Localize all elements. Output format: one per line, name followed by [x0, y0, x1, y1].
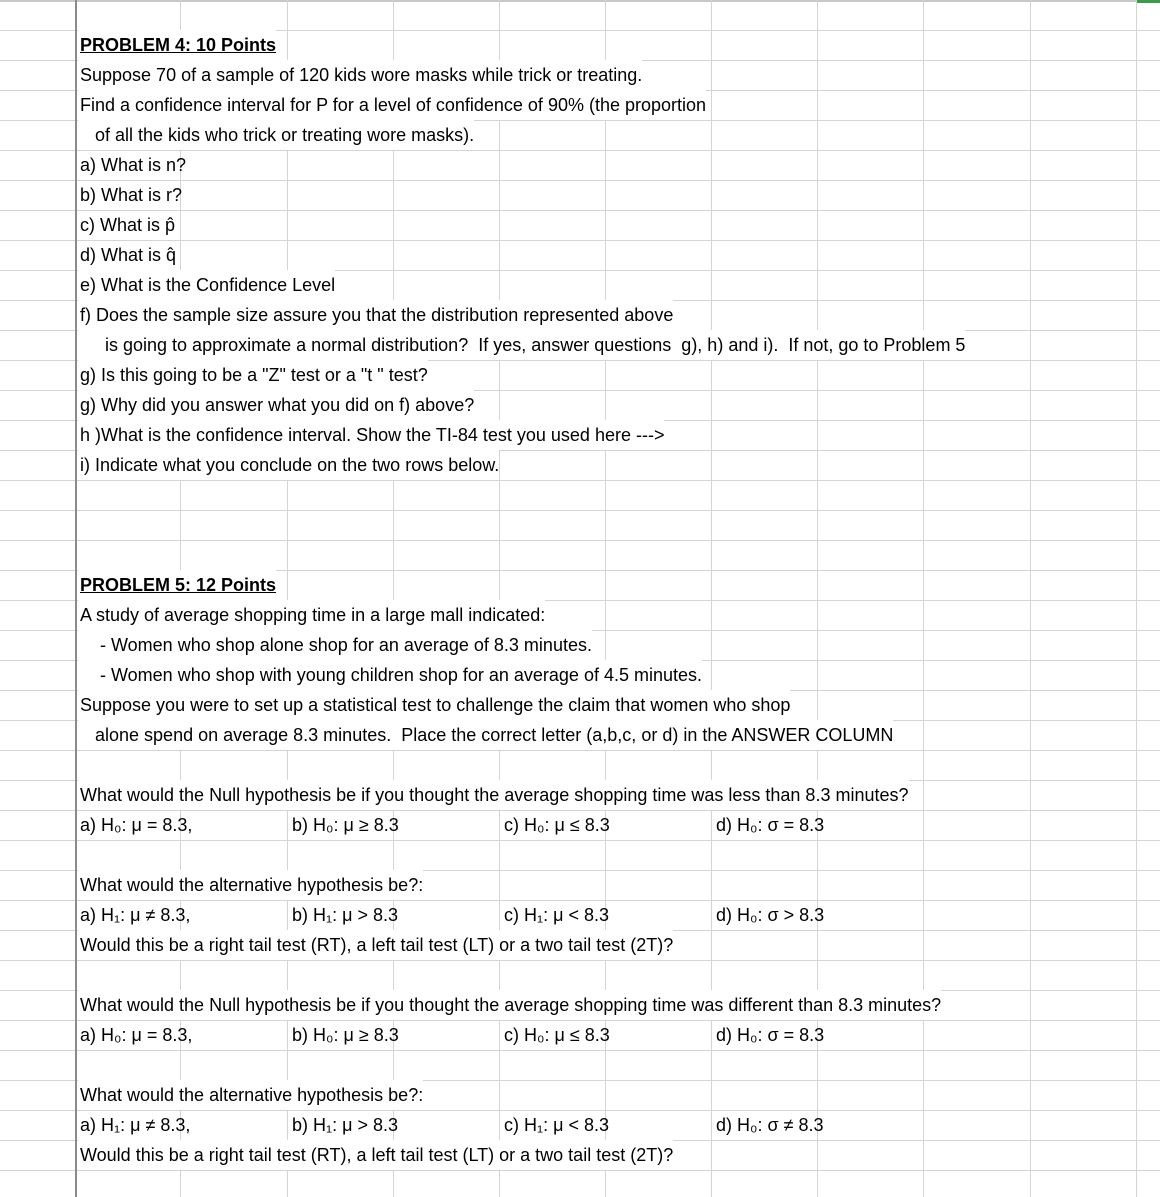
q1-option-c: c) H₀: μ ≤ 8.3 [504, 815, 610, 835]
problem4-line: Find a confidence interval for P for a level of confidence of 90% (the proportion [78, 90, 706, 120]
problem4-question-g2: g) Why did you answer what you did on f) above? [78, 390, 474, 420]
problem4-question-g: g) Is this going to be a "Z" test or a "t " test? [78, 360, 428, 390]
problem4-question-f-cont: is going to approximate a normal distribution? If yes, answer questions g), h) and i). If not, go to Problem 5 [78, 330, 965, 360]
problem5-intro: alone spend on average 8.3 minutes. Place the correct letter (a,b,c, or d) in the ANSWER COLUMN [78, 720, 893, 750]
q2-option-b: b) H₁: μ > 8.3 [292, 905, 398, 925]
q2-option-c: c) H₁: μ < 8.3 [504, 905, 609, 925]
problem4-question-h: h )What is the confidence interval. Show the TI-84 test you used here ---> [78, 420, 664, 450]
q1-question: What would the Null hypothesis be if you thought the average shopping time was less than 8.3 minutes? [78, 780, 909, 810]
q1-option-d: d) H₀: σ = 8.3 [716, 815, 825, 835]
problem5-title: PROBLEM 5: 12 Points [78, 570, 276, 600]
q3-option-c: c) H₀: μ ≤ 8.3 [504, 1025, 610, 1045]
q1-option-b: b) H₀: μ ≥ 8.3 [292, 815, 399, 835]
problem4-line: of all the kids who trick or treating wore masks). [78, 120, 474, 150]
q4-tail-question: Would this be a right tail test (RT), a left tail test (LT) or a two tail test (2T)? [78, 1140, 673, 1170]
problem5-intro: - Women who shop with young children shop for an average of 4.5 minutes. [78, 660, 702, 690]
column-divider [1030, 0, 1031, 1197]
q3-question: What would the Null hypothesis be if you thought the average shopping time was different than 8.3 minutes? [78, 990, 941, 1020]
top-border [0, 0, 1160, 2]
q3-option-b: b) H₀: μ ≥ 8.3 [292, 1025, 399, 1045]
selection-marker [1136, 0, 1160, 3]
problem4-question-f: f) Does the sample size assure you that the distribution represented above [78, 300, 673, 330]
q4-option-d: d) H₀: σ ≠ 8.3 [716, 1115, 824, 1135]
problem5-intro: - Women who shop alone shop for an average of 8.3 minutes. [78, 630, 592, 660]
q4-option-b: b) H₁: μ > 8.3 [292, 1115, 398, 1135]
problem5-intro: A study of average shopping time in a large mall indicated: [78, 600, 545, 630]
q2-option-d: d) H₀: σ > 8.3 [716, 905, 825, 925]
problem4-question-a: a) What is n? [80, 155, 187, 175]
problem4-question-e: e) What is the Confidence Level [78, 270, 335, 300]
column-divider-answer [75, 0, 77, 1197]
problem4-question-c: c) What is p̂ [80, 215, 176, 235]
q4-question: What would the alternative hypothesis be?: [78, 1080, 423, 1110]
q4-option-c: c) H₁: μ < 8.3 [504, 1115, 609, 1135]
q2-option-a: a) H₁: μ ≠ 8.3, [80, 905, 191, 925]
q3-option-a: a) H₀: μ = 8.3, [80, 1025, 193, 1045]
problem4-question-b: b) What is r? [80, 185, 183, 205]
q2-tail-question: Would this be a right tail test (RT), a left tail test (LT) or a two tail test (2T)? [78, 930, 673, 960]
q3-option-d: d) H₀: σ = 8.3 [716, 1025, 825, 1045]
problem4-question-d: d) What is q̂ [80, 245, 177, 265]
column-divider [1136, 0, 1137, 1197]
problem4-line: Suppose 70 of a sample of 120 kids wore masks while trick or treating. [78, 60, 642, 90]
q2-question: What would the alternative hypothesis be?: [78, 870, 423, 900]
problem4-title: PROBLEM 4: 10 Points [78, 30, 276, 60]
problem4-question-i: i) Indicate what you conclude on the two rows below. [78, 450, 499, 480]
q4-option-a: a) H₁: μ ≠ 8.3, [80, 1115, 191, 1135]
problem5-intro: Suppose you were to set up a statistical test to challenge the claim that women who shop [78, 690, 790, 720]
q1-option-a: a) H₀: μ = 8.3, [80, 815, 193, 835]
